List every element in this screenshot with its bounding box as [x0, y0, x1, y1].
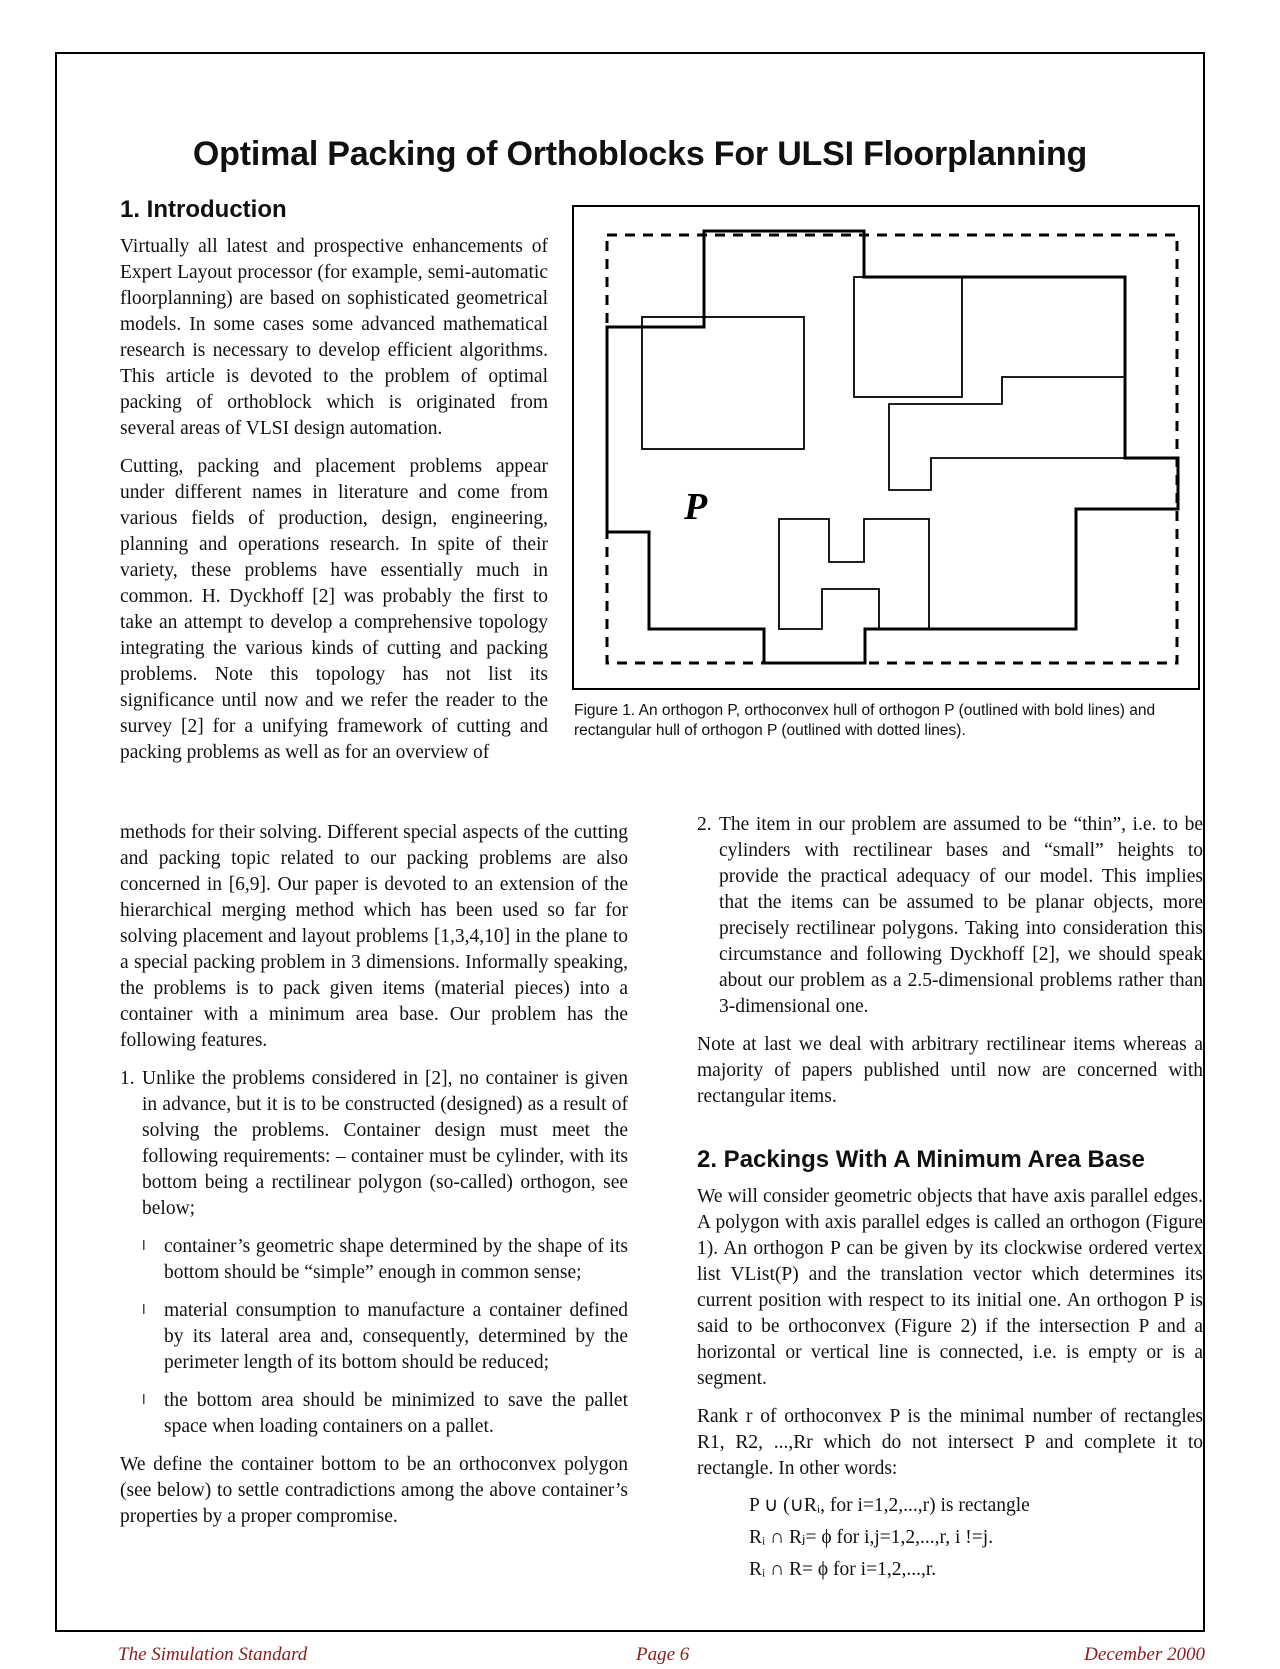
right-column	[697, 812, 1203, 1586]
bullet-icon: l	[142, 1393, 146, 1408]
orthogon-part	[854, 277, 962, 397]
formula-line: Rᵢ ∩ Rⱼ= ϕ for i,j=1,2,...,r, i !=j.	[749, 1527, 994, 1548]
feature-item-2-text: The item in our problem are assumed to be “thin”, i.e. to be cylinders with rectilinear bases and “small” heights to provide the practical adequacy of our model. This implies that the items can be assumed to be planar objects, more precisely rectilinear polygons. Taking into consideration this circumstance and following Dyckhoff [2], we should speak about our problem as a 2.5-dimensional problems rather than 3-dimensional one.	[719, 814, 1203, 1017]
orthogon-part	[889, 377, 1125, 490]
figure-1	[572, 205, 1200, 690]
bullet-icon: l	[142, 1239, 146, 1254]
formula-line: Rᵢ ∩ R= ϕ for i=1,2,...,r.	[749, 1559, 937, 1580]
figure-1-caption: Figure 1. An orthogon P, orthoconvex hull of orthogon P (outlined with bold lines) and rectangular hull of orthogon P (outlined with dotted lines).	[574, 702, 1156, 739]
feature-item-1	[120, 1066, 628, 1222]
bullet-item	[120, 1298, 628, 1376]
page-title: Optimal Packing of Orthoblocks For ULSI Floorplanning	[192, 134, 1088, 173]
left-column-narrow	[120, 234, 548, 766]
footer-date: December 2000	[1084, 1644, 1205, 1665]
orthogon-diagram	[574, 207, 1202, 692]
bullet-item	[120, 1388, 628, 1440]
item-number: 2.	[697, 814, 712, 835]
section2-paragraph-1: We will consider geometric objects that have axis parallel edges. A polygon with axis parallel edges is called an orthogon (Figure 1). An orthogon P can be given by its clockwise ordered vertex list VList(P) and the translation vector which determines its current position with respect to its initial one. An orthogon P is said to be orthoconvex (Figure 2) if the intersection P and a horizontal or vertical line is connected, i.e. is empty or is a segment.	[697, 1186, 1203, 1389]
orthoconvex-hull	[607, 231, 1178, 663]
footer-page-number: Page 6	[636, 1644, 690, 1665]
section-heading-introduction: 1. Introduction	[120, 196, 287, 223]
orthogon-part	[642, 317, 804, 449]
intro-paragraph-2-end: methods for their solving. Different special aspects of the cutting and packing topic related to our packing problems are also concerned in [6,9]. Our paper is devoted to an extension of the hierarchical merging method which has been used so far for solving placement and layout problems [1,3,4,10] in the plane to a special packing problem in 3 dimensions. Informally speaking, the problems is to pack given items (material pieces) into a container with a minimum area base. Our problem has the following features.	[120, 822, 628, 1051]
bullet-icon: l	[142, 1303, 146, 1318]
item-number: 1.	[120, 1068, 135, 1089]
closing-paragraph: We define the container bottom to be an orthoconvex polygon (see below) to settle contradictions among the above container’s properties by a proper compromise.	[120, 1454, 628, 1527]
note-paragraph: Note at last we deal with arbitrary rectilinear items whereas a majority of papers published until now are concerned with rectangular items.	[697, 1034, 1203, 1107]
formula-line: P ∪ (∪Rᵢ, for i=1,2,...,r) is rectangle	[749, 1495, 1030, 1516]
left-column-wide	[120, 820, 628, 1530]
bullet-text: the bottom area should be minimized to save the pallet space when loading containers on a pallet.	[164, 1390, 628, 1437]
bullet-text: container’s geometric shape determined by the shape of its bottom should be “simple” enough in common sense;	[164, 1236, 628, 1283]
intro-paragraph-2-start: Cutting, packing and placement problems appear under different names in literature and come from various fields of production, design, engineering, planning and operations research. In spite of their variety, these problems have essentially much in common. H. Dyckhoff [2] was probably the first to take an attempt to develop a comprehensive topology integrating the various kinds of cutting and packing problems. Note this topology has not list its significance until now and we refer the reader to the survey [2] for a unifying framework of cutting and packing problems as well as for an overview of	[120, 456, 548, 763]
section-heading-packings: 2. Packings With A Minimum Area Base	[697, 1146, 1145, 1173]
orthogon-part	[779, 519, 929, 629]
feature-item-1-text: Unlike the problems considered in [2], no container is given in advance, but it is to be constructed (designed) as a result of solving the problems. Container design must meet the following requirements: – container must be cylinder, with its bottom being a rectilinear polygon (so-called) orthogon, see below;	[142, 1068, 628, 1219]
orthogon-label: P	[684, 486, 708, 528]
intro-paragraph-1: Virtually all latest and prospective enhancements of Expert Layout processor (for example, semi-automatic floorplanning) are based on sophisticated geometrical models. In some cases some advanced mathematical research is necessary to develop efficient algorithms. This article is devoted to the problem of optimal packing of orthoblock which is originated from several areas of VLSI design automation.	[120, 236, 548, 439]
footer-publication: The Simulation Standard	[118, 1644, 308, 1665]
bullet-text: material consumption to manufacture a container defined by its lateral area and, consequently, determined by the perimeter length of its bottom should be reduced;	[164, 1300, 628, 1373]
bullet-item	[120, 1234, 628, 1286]
feature-item-2	[697, 812, 1203, 1020]
section2-paragraph-2: Rank r of orthoconvex P is the minimal number of rectangles R1, R2, ...,Rr which do not intersect P and complete it to rectangle. In other words:	[697, 1406, 1203, 1479]
